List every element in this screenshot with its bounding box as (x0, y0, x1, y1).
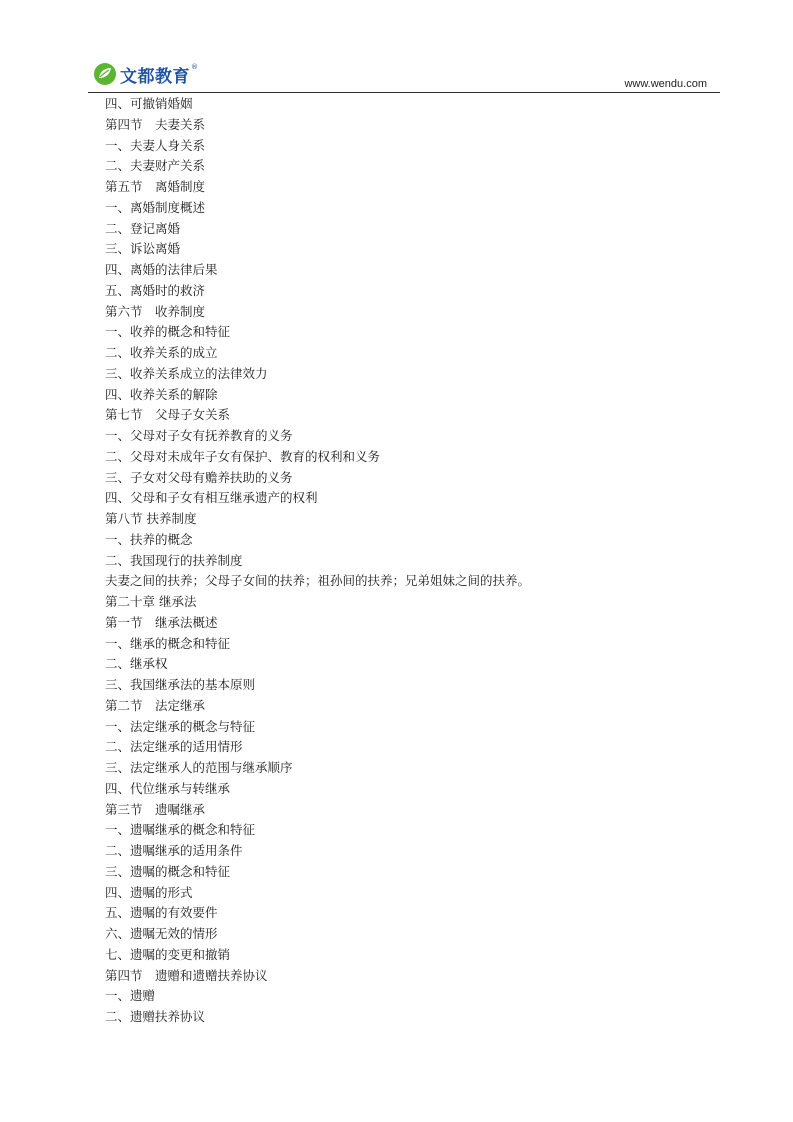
document-line: 三、诉讼离婚 (105, 241, 181, 257)
registered-mark: ® (191, 63, 198, 71)
document-line: 一、收养的概念和特征 (105, 324, 231, 340)
document-line: 二、继承权 (105, 656, 168, 672)
document-line: 四、遗嘱的形式 (105, 884, 193, 900)
document-line: 二、法定继承的适用情形 (105, 739, 243, 755)
document-line: 五、离婚时的救济 (105, 282, 206, 298)
document-line: 一、夫妻人身关系 (105, 137, 206, 153)
document-line: 二、遗赠扶养协议 (105, 1009, 206, 1024)
document-line: 一、离婚制度概述 (105, 199, 206, 215)
leaf-circle-logo-icon (93, 62, 117, 86)
site-url[interactable]: www.wendu.com (624, 78, 707, 90)
document-line: 第七节 父母子女关系 (105, 407, 231, 423)
document-line: 五、遗嘱的有效要件 (105, 905, 218, 921)
document-line: 第二节 法定继承 (105, 697, 206, 713)
document-line: 四、父母和子女有相互继承遗产的权利 (105, 490, 318, 506)
document-line: 第四节 遗赠和遗赠扶养协议 (105, 967, 268, 983)
document-body (105, 94, 725, 1028)
document-line: 二、我国现行的扶养制度 (105, 552, 243, 568)
document-line: 二、父母对未成年子女有保护、教育的权利和义务 (105, 448, 381, 464)
document-line: 三、我国继承法的基本原则 (105, 677, 256, 692)
document-line: 四、收养关系的解除 (105, 386, 218, 402)
document-line: 一、扶养的概念 (105, 531, 193, 547)
page-header (0, 0, 793, 95)
brand-name: 文都教育 (120, 66, 190, 87)
brand-logo[interactable] (93, 61, 197, 87)
document-line: 第二十章 继承法 (105, 594, 197, 609)
document-line: 三、子女对父母有赡养扶助的义务 (105, 469, 293, 485)
document-line: 三、法定继承人的范围与继承顺序 (105, 760, 293, 775)
document-line: 二、登记离婚 (105, 220, 181, 236)
document-line: 第四节 夫妻关系 (105, 116, 206, 132)
document-line: 一、继承的概念和特征 (105, 635, 231, 651)
document-line: 一、遗嘱继承的概念和特征 (105, 822, 256, 838)
document-line: 第八节 扶养制度 (105, 511, 197, 526)
document-line: 第六节 收养制度 (105, 303, 206, 319)
document-line: 四、可撤销婚姻 (105, 96, 193, 111)
header-divider (88, 92, 720, 93)
document-line: 七、遗嘱的变更和撤销 (105, 946, 231, 962)
document-line: 第三节 遗嘱继承 (105, 801, 206, 817)
document-line: 二、遗嘱继承的适用条件 (105, 843, 243, 858)
document-line: 三、收养关系成立的法律效力 (105, 365, 268, 381)
document-line: 二、夫妻财产关系 (105, 158, 206, 174)
document-line: 六、遗嘱无效的情形 (105, 926, 218, 941)
document-line: 三、遗嘱的概念和特征 (105, 863, 231, 879)
document-line: 一、父母对子女有抚养教育的义务 (105, 428, 293, 443)
document-line: 四、离婚的法律后果 (105, 262, 218, 277)
document-line: 四、代位继承与转继承 (105, 780, 231, 796)
document-line: 第一节 继承法概述 (105, 614, 218, 630)
document-line: 一、法定继承的概念与特征 (105, 718, 256, 734)
document-line: 一、遗赠 (105, 988, 156, 1004)
document-line: 二、收养关系的成立 (105, 345, 218, 360)
document-line: 夫妻之间的扶养；父母子女间的扶养；祖孙间的扶养；兄弟姐妹之间的扶养。 (105, 573, 531, 589)
document-line: 第五节 离婚制度 (105, 179, 206, 194)
